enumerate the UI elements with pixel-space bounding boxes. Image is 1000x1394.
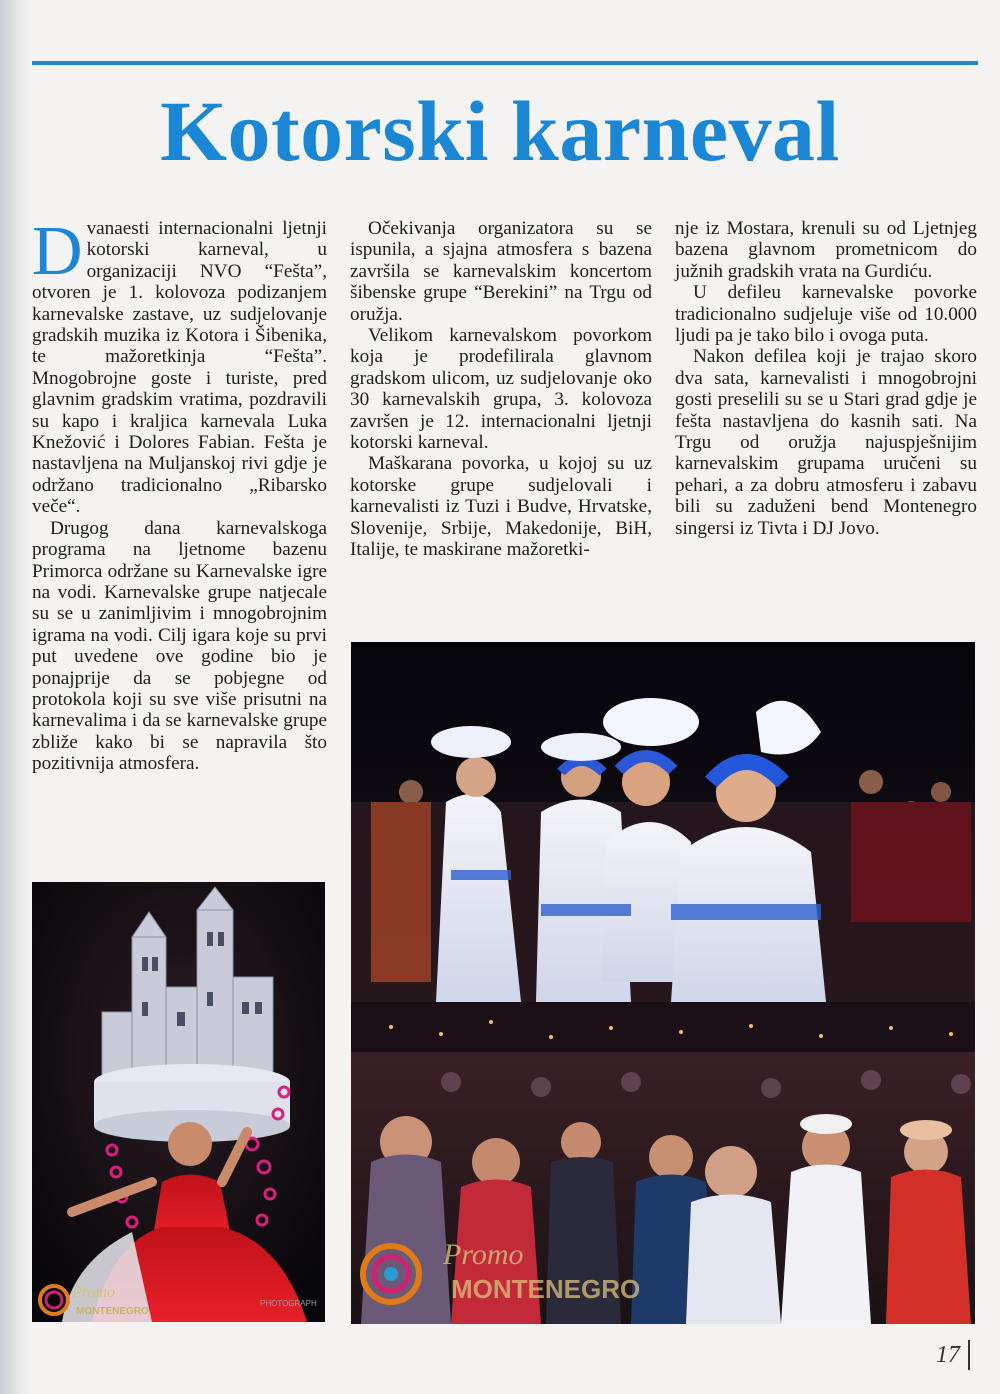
photo-costume-towers — [32, 882, 325, 1322]
paragraph — [32, 213, 327, 518]
watermark-text: MONTENEGRO — [76, 1306, 149, 1317]
watermark-text: MONTENEGRO — [451, 1274, 641, 1304]
header-rule — [32, 61, 978, 65]
photo-costume-towers-image — [32, 882, 325, 1322]
article-title: Kotorski karneval — [160, 83, 840, 179]
paragraph: nje iz Mostara, krenuli su od Ljetnjeg bazena glavnom prometnicom do južnih gradskih vrata na Gurdiću. — [675, 218, 977, 282]
paragraph: Očekivanja organizatora su se ispunila, a sjajna atmosfera s bazena završila se karnevalskim koncertom šibenske grupe “Berekini” na Trgu od oružja. — [350, 218, 652, 325]
binding-shadow — [0, 0, 30, 1394]
watermark-text: PHOTOGRAPH — [260, 1299, 317, 1308]
text-column-2 — [350, 218, 652, 561]
paragraph-text: vanaesti internacionalni ljetnji kotorski karneval, u organizaciji NVO “Fešta”, otvoren je 1. kolovoza podizanjem karnevalske zastave, uz sudjelovanje gradskih muzika iz Kotora i Šibenika, te mažoretkinja “Fešta”. Mnogobrojne goste i turiste, pred glavnim gradskim vratima, pozdravili su kapo i kraljica karnevala Luka Knežović i Dolores Fabian. Fešta je nastavljena na Muljanskoj rivi gdje je održano tradicionalno „Ribarsko veče“. — [32, 218, 327, 518]
watermark-text: Promo — [72, 1284, 115, 1301]
paragraph: Nakon defilea koji je trajao skoro dva sata, karnevalisti i mnogobrojni gosti preselili su se u Stari grad gdje je fešta nastavljena do kasnih sati. Na Trgu od oružja najuspješnijim karnevalskim grupama uručeni su pehari, a za dobru atmosferu i zabavu bili su zaduženi bend Montenegro singersi iz Tivta i DJ Jovo. — [675, 346, 977, 539]
watermark-text: Promo — [443, 1238, 524, 1271]
paragraph: U defileu karnevalske povorke tradicionalno sudjeluje više od 10.000 ljudi pa je tako bilo i ovoga puta. — [675, 282, 977, 347]
drop-cap: D — [32, 213, 83, 290]
paragraph: Maškarana povorka, u kojoj su uz kotorske grupe sudjelovali i karnevalisti iz Tuzi i Budve, Hrvatske, Slovenije, Srbije, Makedonije, BiH, Italije, te maskirane mažoretki- — [350, 453, 652, 561]
photo-carnival-collage — [351, 642, 975, 1324]
paragraph: Drugog dana karnevalskoga programa na ljetnome bazenu Primorca održane su Karnevalske igre na vodi. Karnevalske grupe natjecale su se u zanimljivim i mnogobrojnim igrama na vodi. Cilj igara koje su prvi put uvedene ove godine bio je ponajprije da se pobjegne od protokola koji su sve više prisutni na karnevalima i da se karnevalske grupe zbliže kako bi se napravila što pozitivnija atmosfera. — [32, 517, 327, 775]
text-column-1 — [32, 213, 327, 775]
photo-carnival-collage-image — [351, 642, 975, 1324]
page-number: 17 — [936, 1340, 970, 1370]
text-column-3 — [675, 218, 977, 539]
paragraph: Velikom karnevalskom povorkom koja je prodefilirala glavnom gradskom ulicom, uz sudjelovanje oko 30 karnevalskih grupa, 3. kolovoza završen je 12. internacionalni ljetnji kotorski karneval. — [350, 325, 652, 454]
